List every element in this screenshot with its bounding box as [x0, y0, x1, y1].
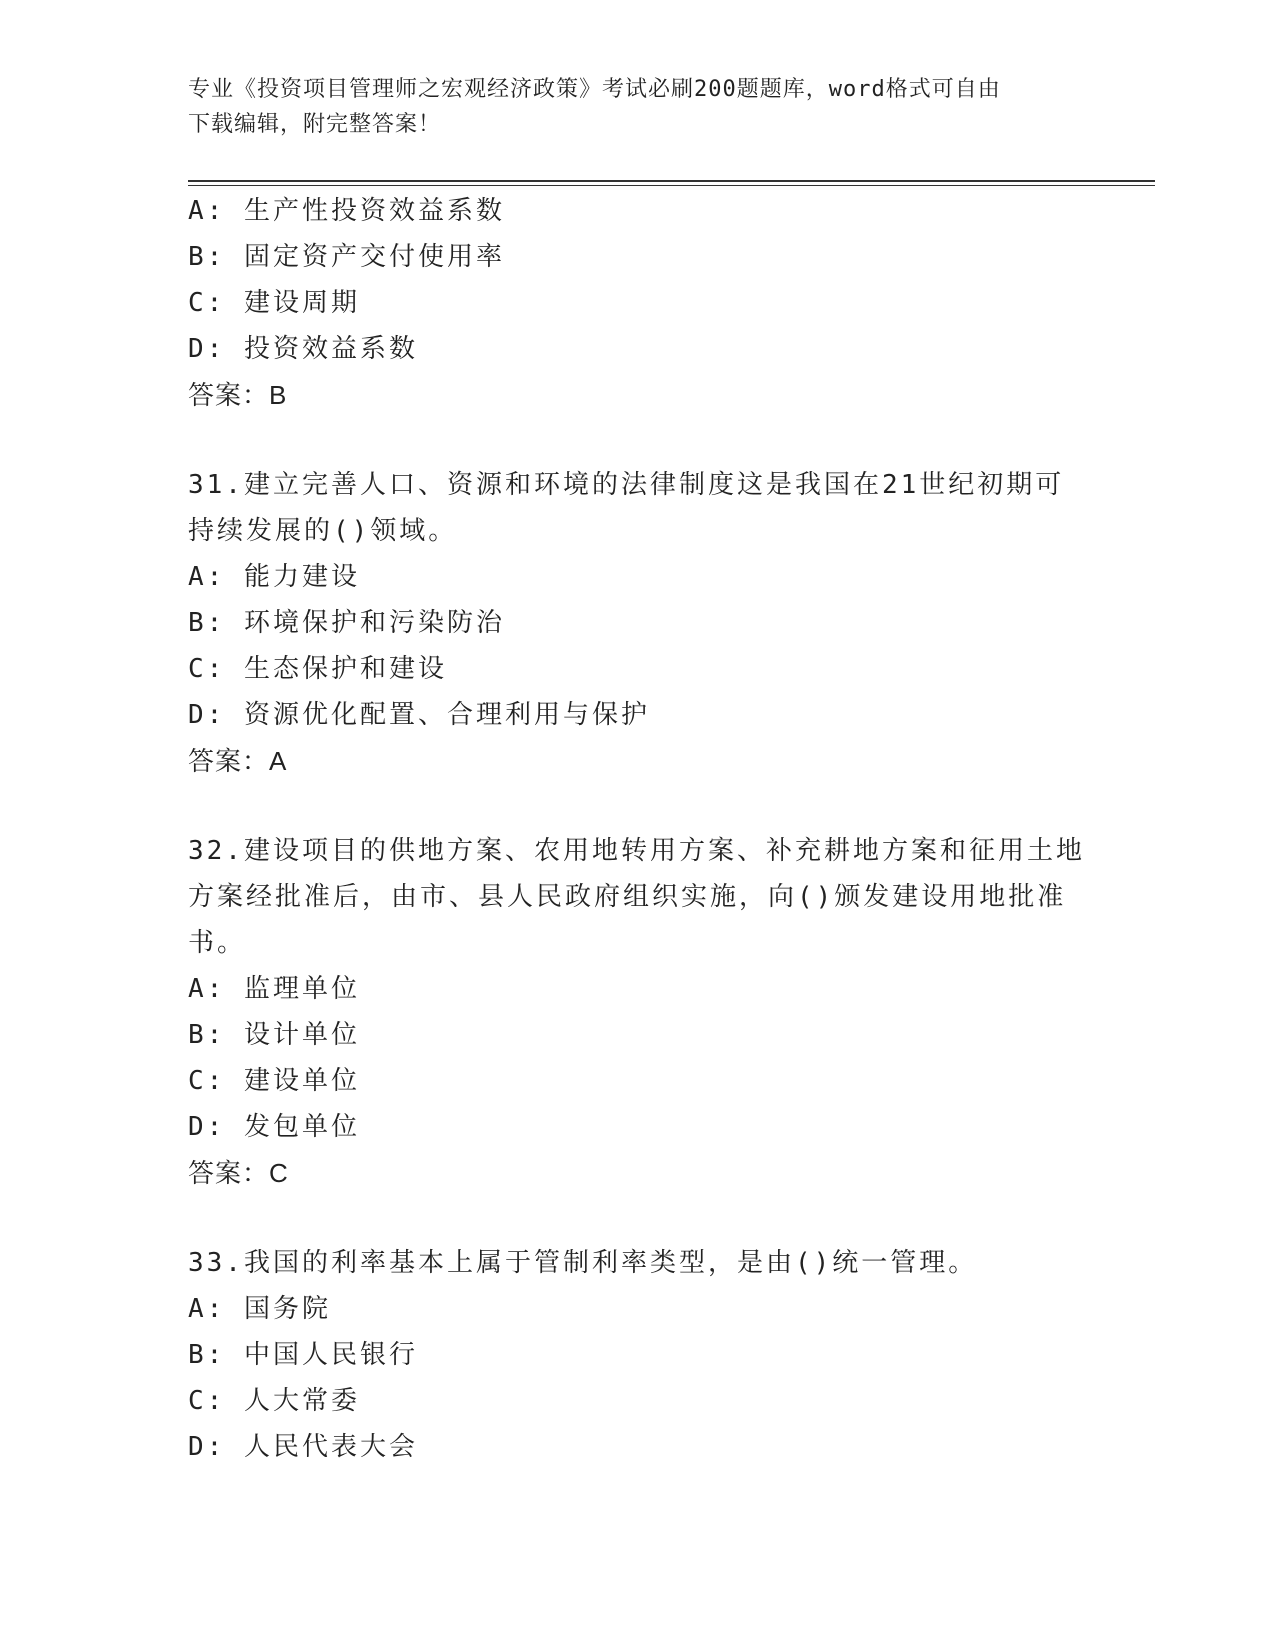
question-stem-line: 方案经批准后，由市、县人民政府组织实施，向()颁发建设用地批准 [188, 882, 1067, 912]
option-a: A: 能力建设 [188, 562, 360, 592]
option-b: B: 固定资产交付使用率 [188, 242, 505, 272]
header-divider-thick [188, 180, 1155, 182]
question-list [188, 188, 1088, 1470]
option-a: A: 监理单位 [188, 974, 360, 1004]
option-d: D: 资源优化配置、合理利用与保护 [188, 700, 650, 730]
answer-label: 答案：C [188, 1158, 289, 1188]
answer-label: 答案：B [188, 380, 288, 410]
question-stem-line: 31.建立完善人口、资源和环境的法律制度这是我国在21世纪初期可 [188, 470, 1065, 500]
option-d: D: 发包单位 [188, 1112, 360, 1142]
question-30-options [188, 188, 1088, 418]
option-a: A: 生产性投资效益系数 [188, 196, 505, 226]
option-b: B: 环境保护和污染防治 [188, 608, 505, 638]
header-divider-thin [188, 185, 1155, 186]
question-stem-line: 持续发展的()领域。 [188, 516, 458, 546]
document-header [188, 72, 1078, 142]
option-c: C: 建设单位 [188, 1066, 360, 1096]
answer-label: 答案：A [188, 746, 288, 776]
question-stem-line: 书。 [188, 928, 247, 958]
header-intro-line-2: 下载编辑，附完整答案！ [188, 112, 442, 137]
option-a: A: 国务院 [188, 1294, 331, 1324]
question-33 [188, 1240, 1088, 1470]
header-intro-line-1: 专业《投资项目管理师之宏观经济政策》考试必刷200题题库，word格式可自由 [188, 77, 1001, 102]
question-31 [188, 462, 1088, 784]
option-d: D: 人民代表大会 [188, 1432, 418, 1462]
spacer [188, 784, 1088, 828]
option-c: C: 生态保护和建设 [188, 654, 447, 684]
option-b: B: 中国人民银行 [188, 1340, 418, 1370]
spacer [188, 1196, 1088, 1240]
question-stem-line: 33.我国的利率基本上属于管制利率类型，是由()统一管理。 [188, 1248, 978, 1278]
question-stem-line: 32.建设项目的供地方案、农用地转用方案、补充耕地方案和征用土地 [188, 836, 1085, 866]
question-32 [188, 828, 1088, 1196]
option-c: C: 人大常委 [188, 1386, 360, 1416]
option-b: B: 设计单位 [188, 1020, 360, 1050]
spacer [188, 418, 1088, 462]
option-c: C: 建设周期 [188, 288, 360, 318]
option-d: D: 投资效益系数 [188, 334, 418, 364]
